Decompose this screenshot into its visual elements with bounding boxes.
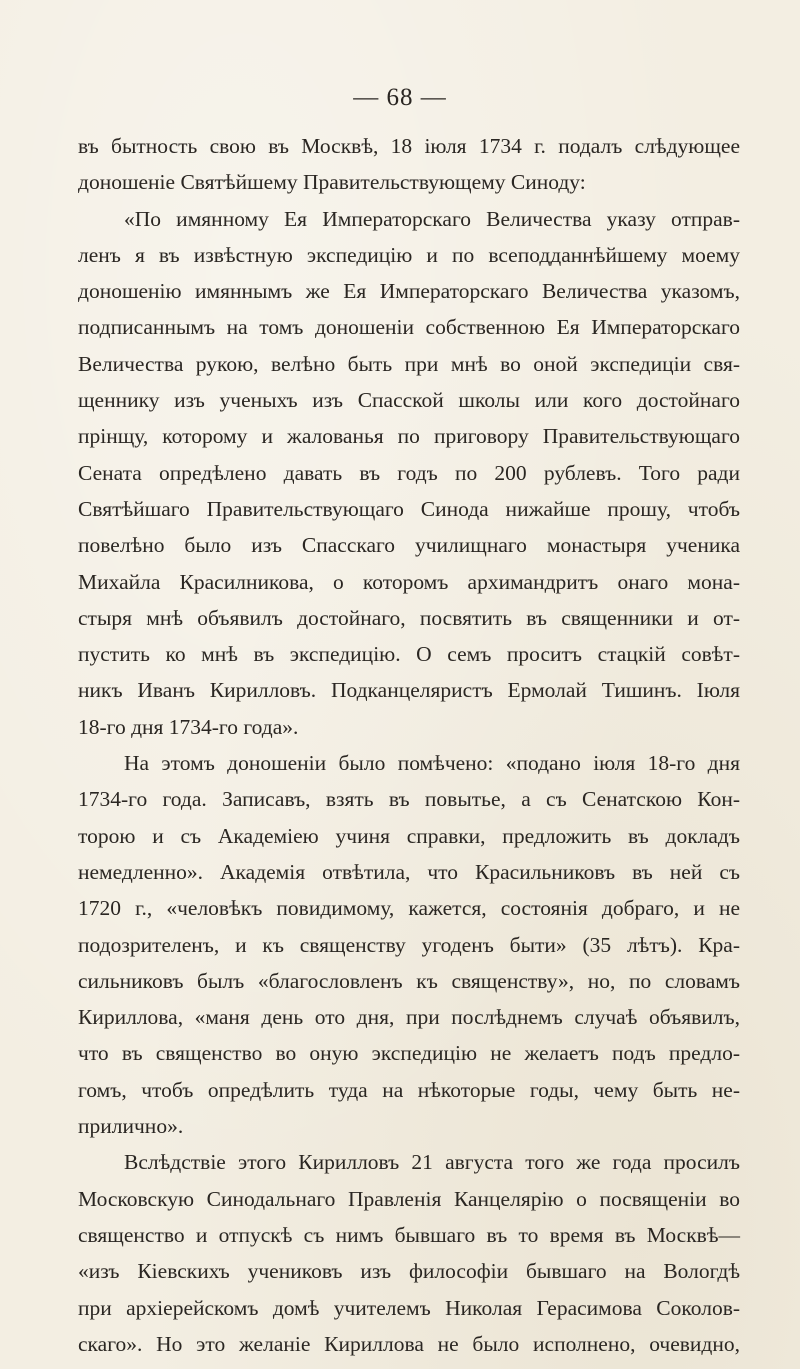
text-line: стыря мнѣ объявилъ достойнаго, посвятить въ священники и от-: [78, 605, 740, 630]
text-line: Кириллова, «маня день ото дня, при послѣднемъ случаѣ объявилъ,: [78, 1005, 740, 1030]
text-line: скаго». Но это желаніе Кириллова не было исполнено, очевидно,: [78, 1331, 740, 1356]
text-line: щеннику изъ ученыхъ изъ Спасской школы или кого достойнаго: [78, 388, 740, 413]
page-number-header: — 68 —: [353, 84, 447, 111]
text-line: повелѣно было изъ Спасскаго училищнаго монастыря ученика: [78, 533, 740, 558]
text-line: «изъ Кіевскихъ учениковъ изъ философіи бывшаго на Вологдѣ: [78, 1259, 740, 1284]
text-line: ленъ я въ извѣстную экспедицію и по всеподданнѣйшему моему: [78, 242, 740, 267]
text-line: прінщу, которому и жалованья по приговору Правительствующаго: [78, 424, 740, 449]
text-line: «По имянному Ея Императорскаго Величества указу отправ-: [124, 206, 740, 231]
body-text: [78, 128, 740, 1362]
text-line: Величества рукою, велѣно быть при мнѣ во оной экспедиціи свя-: [78, 351, 740, 376]
text-line: немедленно». Академія отвѣтила, что Красильниковъ въ ней съ: [78, 859, 740, 884]
text-line: священство и отпускѣ съ нимъ бывшаго въ то время въ Москвѣ—: [78, 1222, 740, 1247]
text-line: подозрителенъ, и къ священству угоденъ быти» (35 лѣтъ). Кра-: [78, 932, 740, 957]
text-line: гомъ, чтобъ опредѣлить туда на нѣкоторые годы, чему быть не-: [78, 1077, 740, 1102]
text-line: Святѣйшаго Правительствующаго Синода нижайше прошу, чтобъ: [78, 496, 740, 521]
text-line: въ бытность свою въ Москвѣ, 18 іюля 1734 г. подалъ слѣдующее: [78, 134, 740, 158]
text-line: сильниковъ былъ «благословленъ къ священству», но, по словамъ: [78, 968, 740, 993]
text-line: 1720 г., «человѣкъ повидимому, кажется, состоянія добраго, и не: [78, 896, 740, 921]
text-line: доношеніе Святѣйшему Правительствующему Синоду:: [78, 170, 586, 195]
text-line: прилично».: [78, 1114, 184, 1139]
text-line: пустить ко мнѣ въ экспедицію. О семъ проситъ стацкій совѣт-: [78, 642, 740, 667]
text-line: 1734-го года. Записавъ, взять въ повытье, а съ Сенатскою Кон-: [78, 787, 740, 812]
text-line: На этомъ доношеніи было помѣчено: «подано іюля 18-го дня: [124, 751, 740, 776]
text-line: Московскую Синодальнаго Правленія Канцелярію о посвященіи во: [78, 1186, 740, 1211]
text-line: подписаннымъ на томъ доношеніи собственною Ея Императорскаго: [78, 315, 740, 340]
text-line: Вслѣдствіе этого Кирилловъ 21 августа того же года просилъ: [124, 1150, 740, 1175]
text-line: Сената опредѣлено давать въ годъ по 200 рублевъ. Того ради: [78, 460, 740, 485]
text-line: никъ Иванъ Кирилловъ. Подканцеляристъ Ермолай Тишинъ. Іюля: [78, 678, 740, 703]
text-line: 18-го дня 1734-го года».: [78, 714, 299, 739]
text-line: торою и съ Академіею учиня справки, предложить въ докладъ: [78, 823, 740, 848]
text-line: Михайла Красилникова, о которомъ архимандритъ онаго мона-: [78, 569, 740, 594]
text-line: доношенію имяннымъ же Ея Императорскаго Величества указомъ,: [78, 279, 740, 304]
text-line: что въ священство во оную экспедицію не желаетъ подъ предло-: [78, 1041, 740, 1066]
text-line: при архіерейскомъ домѣ учителемъ Николая Герасимова Соколов-: [78, 1295, 740, 1320]
